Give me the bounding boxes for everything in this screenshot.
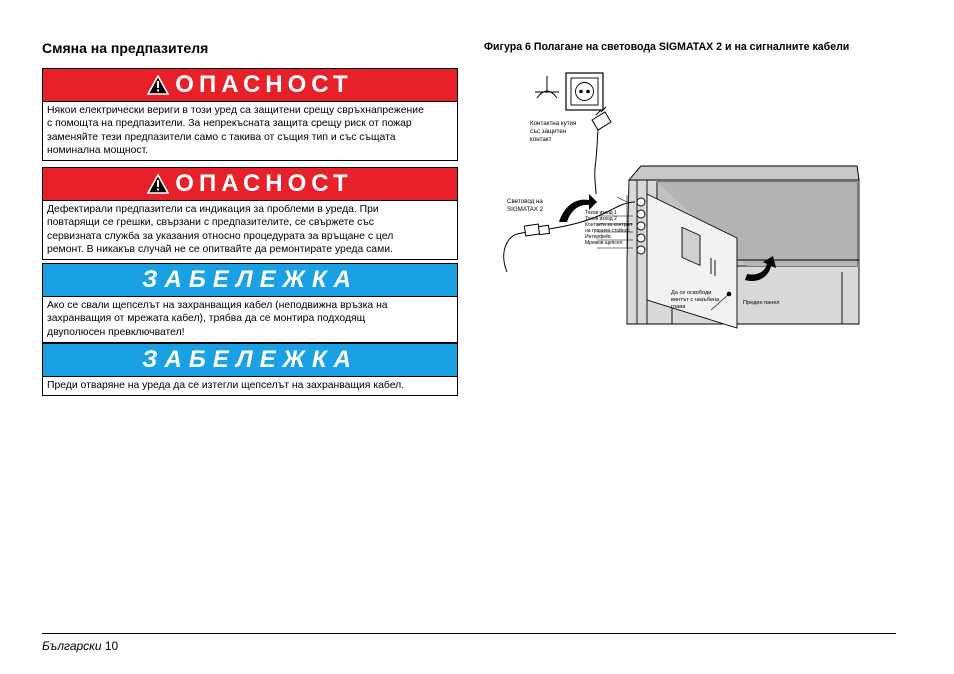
notice-body xyxy=(43,377,457,395)
body-line: ремонт. В никакъв случай не се опитвайте да ремонтирате уреда сами. xyxy=(47,243,393,255)
warning-triangle-icon xyxy=(147,174,169,194)
notice-body xyxy=(43,297,457,342)
body-line: повтарящи се грешки, свързани с предпазителите, се свържете със xyxy=(47,217,374,229)
body-line: с помощта на предпазители. За непрекъсната защита срещу риск от пожар xyxy=(47,118,412,130)
section-title: Смяна на предпазителя xyxy=(42,40,209,56)
notice-heading-text: ЗАБЕЛЕЖКА xyxy=(142,266,358,293)
front-panel-label: Преден панел xyxy=(743,300,780,306)
figure-title: Фигура 6 Полагане на световода SIGMATAX 2 и на сигналните кабели xyxy=(484,41,850,53)
danger-body xyxy=(43,201,457,259)
footer-language: Български xyxy=(42,639,102,653)
notice-box-unplug-before-opening xyxy=(42,343,458,396)
screw-label: Да се освободи винтът с назъбена глава xyxy=(671,290,720,310)
warning-triangle-icon xyxy=(147,75,169,95)
body-line: Дефектирали предпазители са индикация за проблеми в уреда. При xyxy=(47,204,379,215)
socket-label: Контактна кутия със защитен контакт xyxy=(530,120,577,143)
body-line: сервизната служба за указания относно процедурата за връщане с цел xyxy=(47,230,394,242)
body-line: Преди отваряне на уреда да се изтегли щепселът на захранващия кабел. xyxy=(47,380,405,391)
danger-heading xyxy=(43,168,457,201)
body-line: двуполюсен превключвател! xyxy=(47,326,185,338)
danger-heading xyxy=(43,69,457,102)
body-line: заменяйте тези предпазители само с такива от същия тип и със същата xyxy=(47,131,396,143)
ground-symbol-icon xyxy=(535,76,559,98)
page-footer xyxy=(42,639,118,653)
body-line: Ако се свали щепселът на захранващия кабел (неподвижна връзка на xyxy=(47,300,388,311)
socket-icon xyxy=(566,73,603,110)
danger-body xyxy=(43,102,457,160)
body-line: захранващия от мрежата кабел), трябва да се монтира подходящ xyxy=(47,313,366,325)
danger-heading-text: ОПАСНОСТ xyxy=(175,170,353,197)
figure-illustration xyxy=(497,62,869,342)
notice-heading-text: ЗАБЕЛЕЖКА xyxy=(142,346,358,373)
footer-rule xyxy=(42,633,896,634)
notice-box-plug-removal xyxy=(42,263,458,343)
body-line: Някои електрически вериги в този уред са защитени срещу свръхнапрежение xyxy=(47,105,424,116)
installation-diagram xyxy=(497,62,869,337)
body-line: номинална мощност. xyxy=(47,144,149,156)
signal-cables-label: Токов изход 1 Токов изход 2 Контакти за контрол на граничн стойнос Интерфейс Мрежов щепсел xyxy=(585,210,633,246)
power-plug-icon xyxy=(592,107,611,194)
danger-box-fuse-replacement xyxy=(42,68,458,161)
danger-box-defective-fuses xyxy=(42,167,458,260)
fiber-label: Световод на SIGMATAX 2 xyxy=(507,198,544,213)
notice-heading xyxy=(43,344,457,377)
notice-heading xyxy=(43,264,457,297)
danger-heading-text: ОПАСНОСТ xyxy=(175,71,353,98)
footer-page-number: 10 xyxy=(104,639,119,653)
